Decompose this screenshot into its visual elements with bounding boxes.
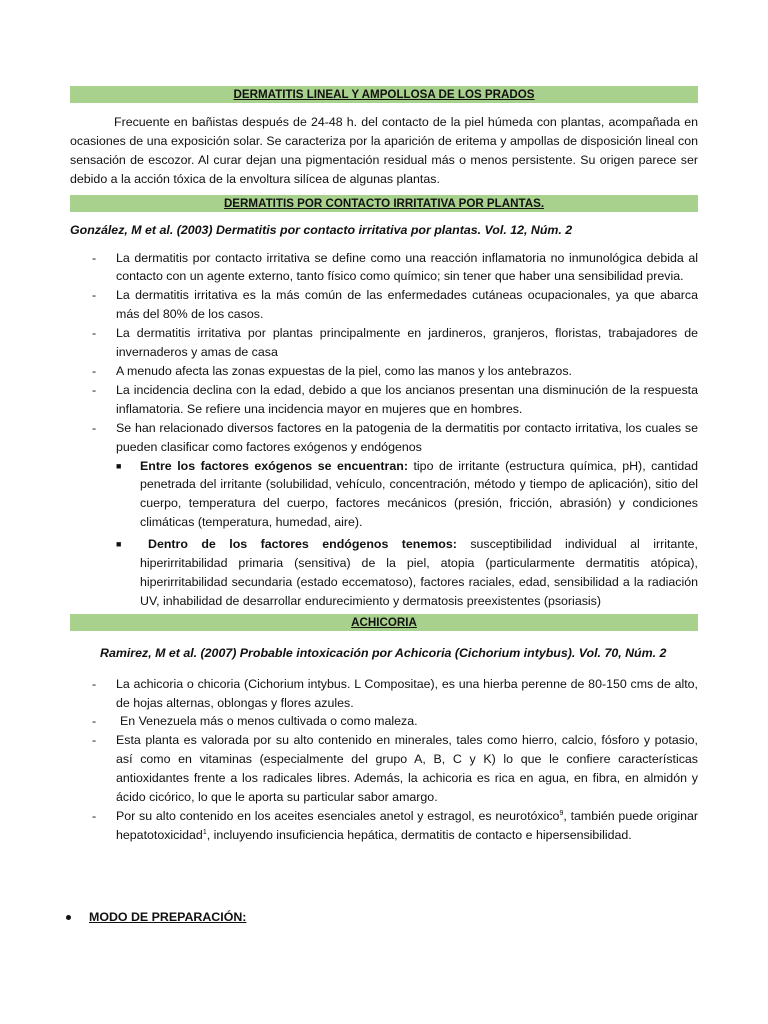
citation-gonzalez: González, M et al. (2003) Dermatitis por contacto irritativa por plantas. Vol. 12, Núm. 2	[70, 222, 573, 237]
list-item: ■ Entre los factores exógenos se encuentran: tipo de irritante (estructura química, pH), cantidad penetrada del irritante (solubilidad, vehículo, concentración, método y tiempo de aplicación), sitio del cuerpo, temperatura del cuerpo, factores mecánicos (presión, fricción, abrasión) y condiciones climáticas (temperatura, humedad, aire).	[116, 458, 699, 530]
list-item: - La dermatitis irritativa por plantas principalmente en jardineros, granjeros, floristas, trabajadores de invernaderos y amas de casa	[92, 326, 698, 360]
list-item: - En Venezuela más o menos cultivada o como maleza.	[70, 712, 698, 731]
citation-ramirez: Ramirez, M et al. (2007) Probable intoxicación por Achicoria (Cichorium intybus). Vol. 70, Núm. 2	[100, 645, 667, 660]
document-page	[70, 86, 698, 845]
list-item: - A menudo afecta las zonas expuestas de la piel, como las manos y los antebrazos.	[70, 362, 698, 381]
round-bullet-icon	[66, 915, 71, 920]
dash-marker: -	[92, 250, 97, 265]
section-header-dermatitis-irritativa: DERMATITIS POR CONTACTO IRRITATIVA POR PLANTAS.	[70, 195, 698, 212]
square-bullet-icon: ■	[116, 460, 122, 471]
bullet-list-achicoria	[70, 675, 698, 845]
dash-marker: -	[92, 288, 97, 303]
sub-list-factores	[70, 457, 698, 611]
list-item: - Por su alto contenido en los aceites esenciales anetol y estragol, es neurotóxico$^9$, también puede originar hepatotoxicidad$^1$, incluyendo insuficiencia hepática, dermatitis de contacto e hipersensibilidad.	[92, 809, 698, 842]
dash-marker: -	[92, 326, 97, 341]
list-item: - La dermatitis irritativa es la más común de las enfermedades cutáneas ocupacionales, ya que abarca más del 80% de los casos.	[92, 288, 698, 322]
dash-marker: -	[92, 714, 97, 729]
list-item: ■ Dentro de los factores endógenos tenemos: susceptibilidad individual al irritante, hiperirritabilidad primaria (sensitiva) de la piel, atopia (particularmente dermatitis atópica), hiperirritabilidad secundaria (estado eccematoso), factores raciales, edad, sensibilidad a la radiación UV, inhabilidad de desarrollar endurecimiento y dermatosis preexistentes (psoriasis)	[116, 537, 698, 608]
heading-modo-preparacion: MODO DE PREPARACIÓN:	[66, 910, 246, 924]
list-item: - Se han relacionado diversos factores en la patogenia de la dermatitis por contacto irritativa, los cuales se pueden clasificar como factores exógenos y endógenos	[92, 420, 698, 454]
paragraph-dermatitis-lineal: Frecuente en bañistas después de 24-48 h. del contacto de la piel húmeda con plantas, acompañada en ocasiones de una exposición solar. Se caracteriza por la aparición de eritema y ampollas de disposición lineal con sensación de escozor. Al curar dejan una pigmentación residual más o menos persistente. Su origen parece ser debido a la acción tóxica de la envoltura silícea de algunas plantas.	[70, 115, 698, 186]
square-bullet-icon: ■	[116, 539, 122, 550]
section-header-dermatitis-lineal: DERMATITIS LINEAL Y AMPOLLOSA DE LOS PRADOS	[70, 86, 698, 103]
list-item: - Esta planta es valorada por su alto contenido en minerales, tales como hierro, calcio, fósforo y potasio, así como en vitaminas (especialmente del grupo A, B, C y K) lo que le confiere características antioxidantes frente a los radicales libres. Además, la achicoria es rica en agua, en fibra, en almidón y ácido cicórico, lo que le aporta su particular sabor amargo.	[92, 733, 698, 805]
list-item: - La dermatitis por contacto irritativa se define como una reacción inflamatoria no inmunológica debida al contacto con un agente externo, tanto físico como químico; sin tener que haber una sensibilidad previa.	[92, 250, 698, 284]
dash-marker: -	[92, 382, 97, 397]
list-item: - La incidencia declina con la edad, debido a que los ancianos presentan una disminución de la respuesta inflamatoria. Se refiere una incidencia mayor en mujeres que en hombres.	[92, 382, 698, 416]
dash-marker: -	[92, 420, 97, 435]
dash-marker: -	[92, 733, 97, 748]
dash-marker: -	[92, 363, 97, 378]
dash-marker: -	[92, 809, 97, 823]
section-header-achicoria: ACHICORIA	[70, 614, 698, 631]
dash-marker: -	[92, 676, 97, 691]
list-item: - La achicoria o chicoria (Cichorium intybus. L Compositae), es una hierba perenne de 80-150 cms de alto, de hojas alternas, oblongas y flores azules.	[92, 676, 698, 710]
bullet-list-irritativa	[70, 249, 698, 457]
